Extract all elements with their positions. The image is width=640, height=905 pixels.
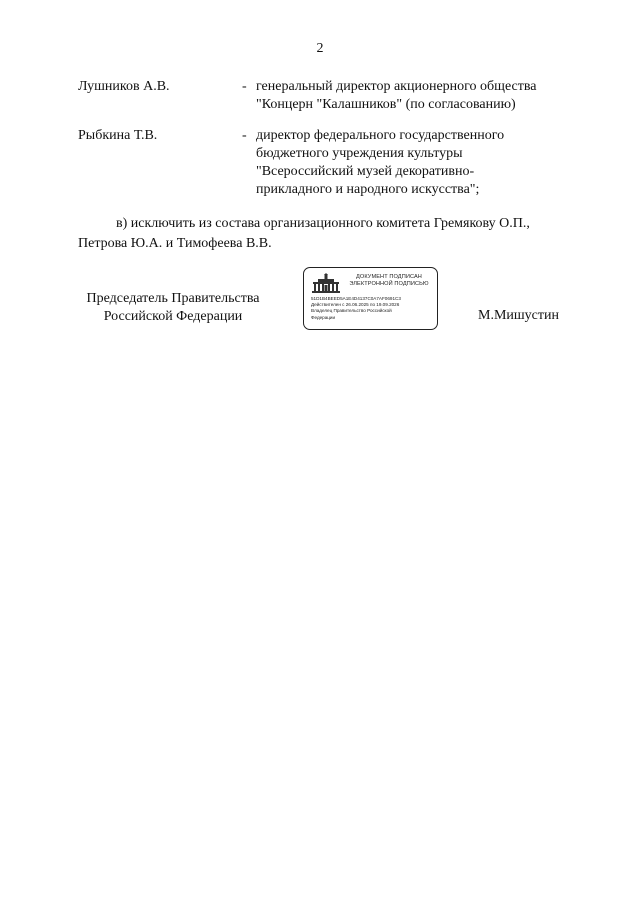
stamp-details	[311, 296, 437, 321]
stamp-owner-line: Владелец Правительство Российской	[311, 308, 392, 314]
member-description-line: генеральный директор акционерного общества	[256, 79, 537, 94]
signer-name: М.Мишустин	[478, 308, 559, 323]
signatory-title	[78, 290, 268, 326]
member-description-line: бюджетного учреждения культуры	[256, 146, 463, 161]
member-description	[256, 78, 576, 114]
member-description-line: директор федерального государственного	[256, 128, 505, 143]
signatory-title-line: Российской Федерации	[103, 309, 243, 324]
member-name: Рыбкина Т.В.	[78, 128, 158, 143]
stamp-validity: Действителен с 26.06.2025 по 19.09.2026	[311, 302, 400, 308]
signatory-title-line: Председатель Правительства	[86, 291, 260, 306]
paragraph-line: в) исключить из состава организационного комитета Гремякову О.П.,	[116, 216, 530, 231]
member-description-line: прикладного и народного искусства";	[256, 182, 480, 197]
member-name: Лушников А.В.	[78, 79, 170, 94]
exclusion-paragraph	[78, 214, 568, 254]
stamp-certificate: 51D1B4BEED5A1E4D4137C0A7AF0691C3	[311, 296, 401, 301]
paragraph-line: Петрова Ю.А. и Тимофеева В.В.	[78, 236, 272, 251]
stamp-header-line: ЭЛЕКТРОННОЙ ПОДПИСЬЮ	[349, 281, 429, 287]
member-description	[256, 127, 576, 199]
stamp-header	[342, 274, 436, 288]
member-description-line: "Всероссийский музей декоративно-	[256, 164, 475, 179]
stamp-owner-line: Федерации	[311, 314, 336, 320]
electronic-signature-stamp	[303, 267, 438, 330]
member-dash: -	[242, 79, 247, 94]
page-number: 2	[316, 41, 324, 56]
member-description-line: "Концерн "Калашников" (по согласованию)	[256, 97, 516, 112]
government-building-icon	[312, 273, 340, 293]
member-dash: -	[242, 128, 247, 143]
stamp-header-line: ДОКУМЕНТ ПОДПИСАН	[356, 274, 422, 280]
